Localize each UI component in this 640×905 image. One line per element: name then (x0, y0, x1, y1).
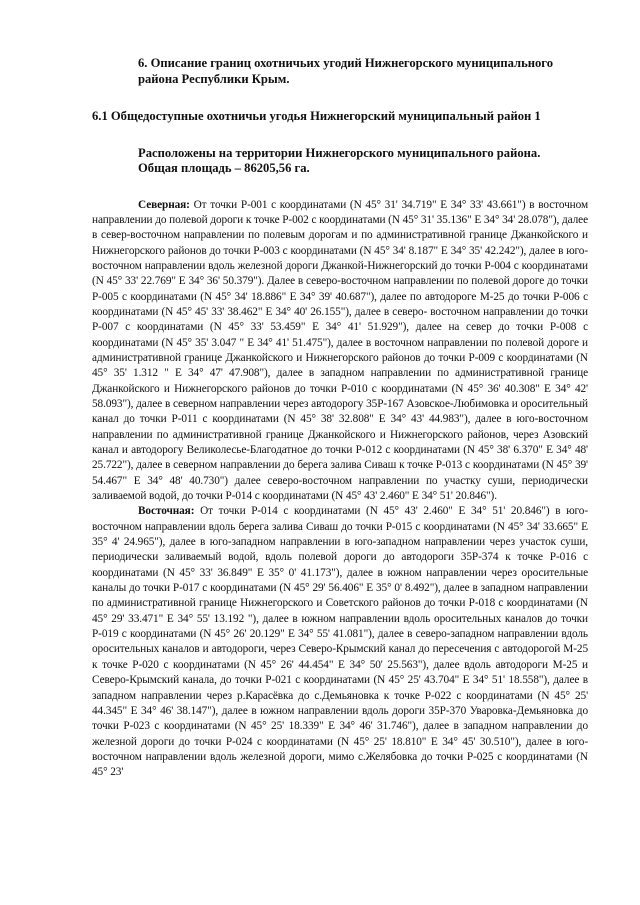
section-heading: 6.1 Общедоступные охотничьи угодья Нижнегорский муниципальный район 1 (92, 109, 541, 123)
east-label: Восточная: (138, 505, 195, 518)
location-block (138, 146, 588, 177)
north-label: Северная: (138, 198, 190, 211)
north-boundary-paragraph (92, 198, 588, 505)
area-line: Общая площадь – 86205,56 га. (138, 161, 310, 175)
location-line: Расположены на территории Нижнегорского муниципального района. (138, 145, 541, 160)
north-text: От точки Р-001 с координатами (N 45° 31' 34.719" E 34° 33' 43.661") в восточном направлении до полевой дороги к точке Р-002 с координатами (N 45° 31' 35.136" E 34° 34' 28.078"), далее в север-восточном направлении по полевым дорогам и по административной границе Джанкойского и Нижнегорского районов до точки Р-003 с координатами (N 45° 34' 8.187" E 34° 35' 42.242"), далее в юго-восточном направлении вдоль железной дороги Джанкой-Нижнегорский до точки Р-004 с координатами (N 45° 33' 22.769" E 34° 36' 50.379"). Далее в северо-восточном направлении по полевой дороге до точки Р-005 с координатами (N 45° 34' 18.886" E 34° 39' 40.687"), далее по автодороге М-25 до точки Р-006 с координатами (N 45° 45' 33' 38.462" E 34° 40' 26.155"), далее в северо- восточном направлении до точки Р-007 с координатами (N 45° 33' 53.459" E 34° 41' 51.929"), далее на север до точки Р-008 с координатами (N 45° 35' 3.047 " E 34° 41' 51.475"), далее в восточном направлении по полевой дороге и административной границе Джанкойского и Нижнегорского районов до точки Р-009 с координатами (N 45° 35' 1.312 " E 34° 47' 47.908"), далее в западном направлении по административной границе Джанкойского и Нижнегорского районов до точки Р-010 с координатами (N 45° 36' 40.308" E 34° 42' 58.093"), далее в северном направлении через автодорогу 35Р-167 Азовское-Любимовка и оросительный канал до точки Р-011 с координатами (N 45° 38' 32.808" E 34° 43' 44.983"), далее в юго-восточном направлении по административной границе Джанкойского и Нижнегорского районов, через Азовский канал и автодорогу Великолесье-Благодатное до точки Р-012 с координатами (N 45° 38' 6.370" E 34° 48' 25.722"), далее в северном направлении до берега залива Сиваш к точке Р-013 с координатами (N 45° 39' 54.467" E 34° 48' 40.730") далее северо-восточном направлении по участку суши, периодически заливаемой водой, до точки Р-014 с координатами (N 45° 43' 2.460" E 34° 51' 20.846"). (92, 198, 588, 503)
east-boundary-paragraph (92, 504, 588, 780)
east-text: От точки Р-014 с координатами (N 45° 43' 2.460" E 34° 51' 20.846") в юго-восточном направлении вдоль берега залива Сиваш до точки Р-015 с координатами (N 45° 34' 33.665" E 35° 4' 24.965"), далее в юго-западном направлении в юго-западном направлении через участок суши, периодически заливаемый водой, вдоль полевой дороги до автодороги 35Р-374 к точке Р-016 с координатами (N 45° 33' 36.849" E 35° 0' 41.173"), далее в южном направлении через оросительные каналы до точки Р-017 с координатами (N 45° 29' 56.406" E 35° 0' 8.492"), далее в западном направлении по административной границе Нижнегорского и Советского районов до точки Р-018 с координатами (N 45° 29' 33.471" E 34° 55' 13.192 "), далее в южном направлении вдоль оросительных каналов до точки Р-019 с координатами (N 45° 26' 20.129" E 34° 55' 41.081"), далее в северо-западном направлении вдоль оросительных каналов и автодороги, через Северо-Крымский канал до пересечения с автодорогой М-25 к точке Р-020 с координатами (N 45° 26' 44.454" E 34° 50' 25.563"), далее вдоль автодороги М-25 и Северо-Крымский канала, до точки Р-021 с координатами (N 45° 25' 43.704" E 34° 51' 18.558"), далее в западном направлении через р.Карасёвка до с.Демьяновка к точке Р-022 с координатами (N 45° 25' 44.345" E 34° 46' 38.147"), далее в южном направлении вдоль дороги 35Р-370 Уваровка-Демьяновка до точки Р-023 с координатами (N 45° 25' 18.339" E 34° 46' 31.746"), далее в западном направлении до железной дороги до точки Р-024 с координатами (N 45° 25' 18.810" E 34° 45' 30.510"), далее в юго-восточном направлении вдоль железной дороги, мимо с.Желябовка до точки Р-025 с координатами (N 45° 23' (92, 505, 588, 779)
document-title: 6. Описание границ охотничьих угодий Нижнегорского муниципального района Республики Крым. (138, 56, 553, 86)
